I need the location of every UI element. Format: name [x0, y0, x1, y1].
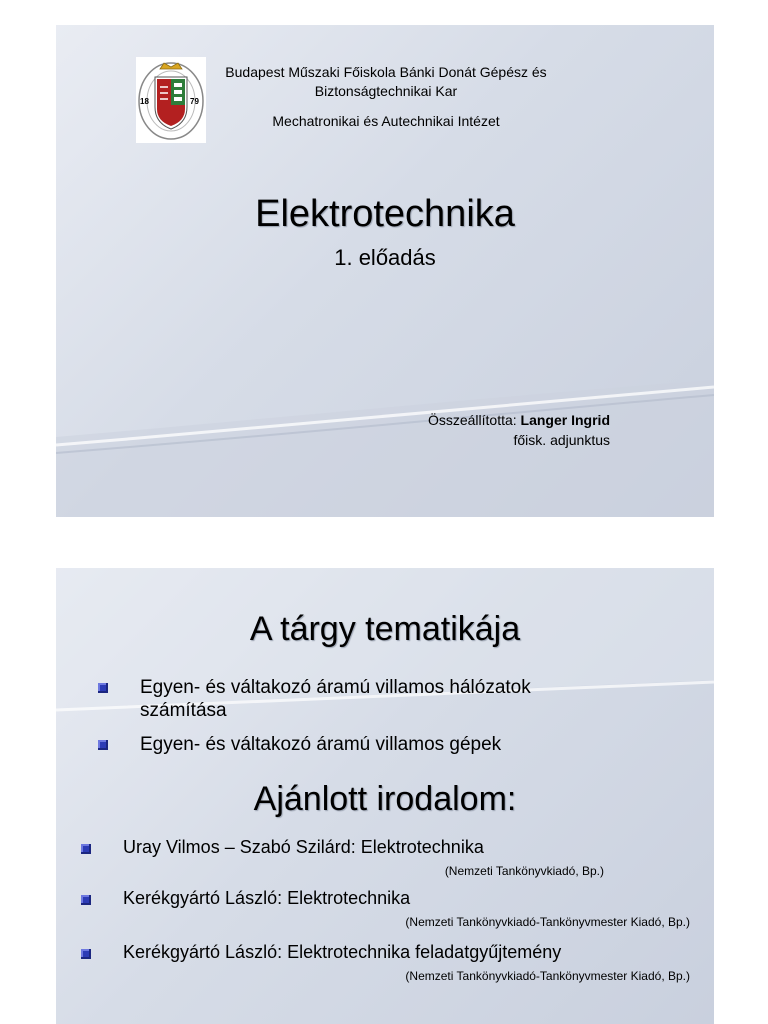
reference-1: Uray Vilmos – Szabó Szilárd: Elektrotechnika: [123, 837, 484, 857]
title-slide: [56, 25, 714, 517]
reference-2-publisher: (Nemzeti Tankönyvkiadó-Tankönyvmester Kiadó, Bp.): [405, 915, 690, 929]
bullet-square-icon: [81, 844, 91, 854]
logo-year-left: 18: [140, 97, 149, 106]
bullet-square-icon: [98, 683, 108, 693]
author-role: főisk. adjunktus: [513, 432, 610, 448]
institution-line-2: Biztonságtechnikai Kar: [314, 83, 458, 99]
reference-3: Kerékgyártó László: Elektrotechnika feladatgyűjtemény: [123, 942, 562, 962]
lecture-title: Elektrotechnika: [255, 193, 515, 235]
logo-year-right: 79: [190, 97, 199, 106]
lecture-subtitle: 1. előadás: [334, 245, 436, 270]
syllabus-title: A tárgy tematikája: [249, 610, 521, 648]
topic-1-line-1: Egyen- és váltakozó áramú villamos hálózatok: [140, 677, 531, 698]
bullet-square-icon: [81, 895, 91, 905]
reference-2: Kerékgyártó László: Elektrotechnika: [123, 888, 411, 908]
literature-title: Ajánlott irodalom:: [253, 780, 517, 818]
compiled-by-label: Összeállította:: [427, 412, 521, 428]
institute-name: Mechatronikai és Autechnikai Intézet: [272, 113, 500, 129]
topic-2: Egyen- és váltakozó áramú villamos gépek: [140, 734, 502, 755]
bullet-square-icon: [98, 740, 108, 750]
reference-1-publisher: (Nemzeti Tankönyvkiadó, Bp.): [444, 864, 604, 878]
bullet-square-icon: [81, 949, 91, 959]
author-name: Langer Ingrid: [520, 412, 610, 428]
institution-line-1: Budapest Műszaki Főiskola Bánki Donát Gépész és: [225, 64, 547, 80]
reference-3-publisher: (Nemzeti Tankönyvkiadó-Tankönyvmester Kiadó, Bp.): [405, 969, 690, 983]
syllabus-slide: [56, 568, 714, 1024]
author-line: [428, 411, 610, 430]
topic-1-line-2: számítása: [140, 700, 227, 721]
